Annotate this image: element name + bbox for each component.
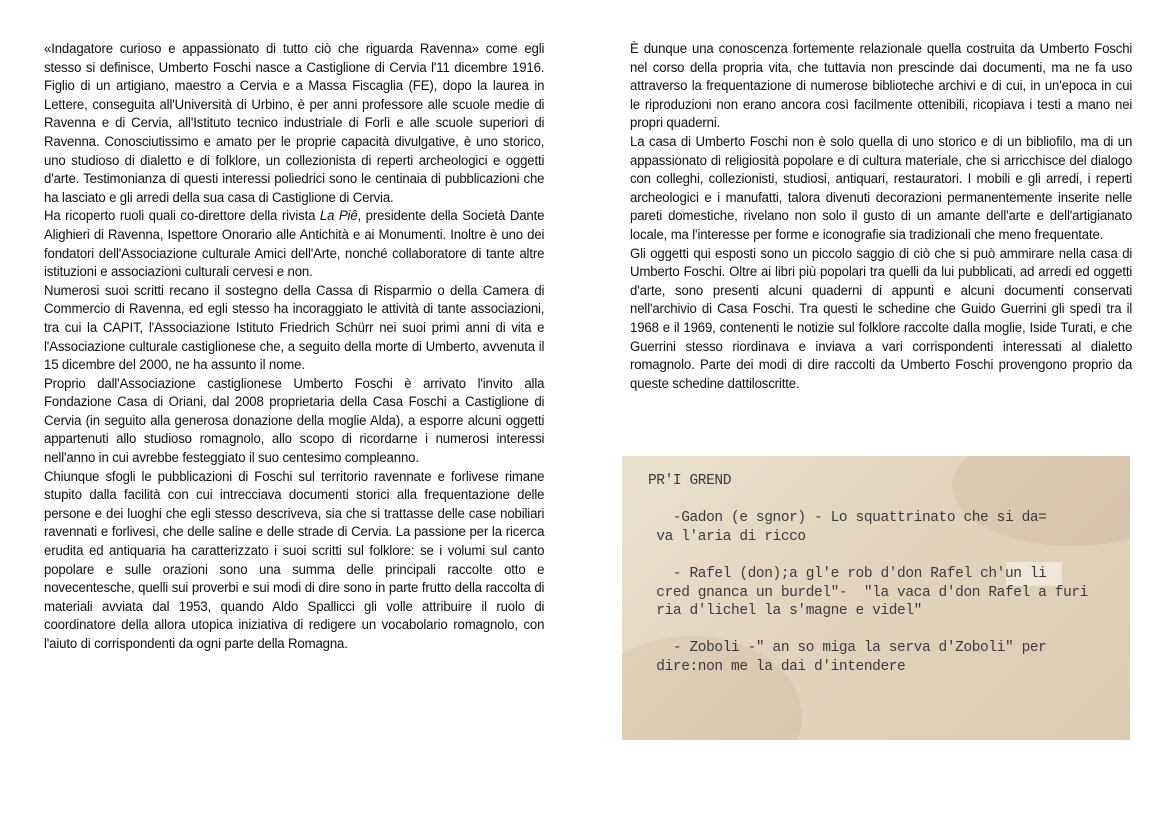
typewritten-card-image: [622, 456, 1130, 740]
paragraph-roles: [44, 207, 544, 281]
journal-title: La Piê: [319, 208, 358, 225]
roles-text-end: , presidente della Società Dante Alighieri di Ravenna, Ispettore Onorario alle Antichità e ai Monumenti. Inoltre è uno dei fondatori dell'Associazione culturale Amici dell'Arte, nonché collaboratore di tante altre istituzioni e associazioni culturali cervesi e non.: [44, 208, 545, 281]
left-text-column: [44, 40, 544, 654]
paragraph-invitation: Proprio dall'Associazione castiglionese Umberto Foschi è arrivato l'invito alla Fondazione Casa di Oriani, dal 2008 proprietaria della Casa Foschi a Castiglione di Cervia (in seguito alla generosa donazione della moglie Alda), a esporre alcuni oggetti appartenuti allo studioso romagnolo, allo scopo di ricordarne i numerosi interessi nell'anno in cui avrebbe festeggiato il suo centesimo compleanno.: [44, 375, 545, 467]
paragraph-exhibit: Gli oggetti qui esposti sono un piccolo saggio di ciò che si può ammirare nella casa di Umberto Foschi. Oltre ai libri più popolari tra quelli da lui pubblicati, ad arredi ed oggetti d'arte, sono presenti alcuni quaderni di appunti e alcuni documenti conservati nell'archivio di Casa Foschi. Tra questi le schedine che Guido Guerrini gli spedì tra il 1968 e il 1969, contenenti le notizie sul folklore raccolte dalla moglie, Iside Turati, e che Guerrini stesso riordinava e inviava a vari corrispondenti interessati al dialetto romagnolo. Parte dei modi di dire raccolti da Umberto Foschi provengono proprio da queste schedine dattiloscritte.: [630, 245, 1133, 392]
paragraph-sponsors: Numerosi suoi scritti recano il sostegno della Cassa di Risparmio o della Camera di Commercio di Ravenna, ed egli stesso ha incoraggiato le attività di tante associazioni, tra cui la CAPIT, l'Associazione Istituto Friedrich Schürr nei suoi primi anni di vita e l'Associazione culturale castiglionese che, a seguito della morte di Umberto, avvenuta il 15 dicembre del 2000, ne ha assunto il nome.: [44, 282, 545, 374]
right-text-column: [630, 40, 1132, 393]
paragraph-house: La casa di Umberto Foschi non è solo quella di uno storico e di un bibliofilo, ma di un appassionato di religiosità popolare e di cultura materiale, che si arricchisce del dialogo con colleghi, collezionisti, studiosi, antiquari, restauratori. I mobili e gli arredi, i reperti archeologici e i manufatti, talora divenuti decorazioni permanentemente inserite nelle pareti domestiche, rivelano non solo il gusto di un amante dell'arte e dell'artigianato locale, ma l'interesse per forme e iconografie sia tradizionali che meno frequentate.: [630, 133, 1133, 243]
paragraph-intro: «Indagatore curioso e appassionato di tutto ciò che riguarda Ravenna» come egli stesso si definisce, Umberto Foschi nasce a Castiglione di Cervia l'11 dicembre 1916. Figlio di un artigiano, maestro a Cervia e a Massa Fiscaglia (FE), dopo la laurea in Lettere, conseguita all'Università di Urbino, è per anni professore alle scuole medie di Ravenna e di Cervia, all'Istituto tecnico industriale di Forlì e alle scuole superiori di Ravenna. Conosciutissimo e amato per le proprie capacità divulgative, è uno storico, uno studioso di dialetto e di folklore, un collezionista di reperti archeologici e oggetti d'arte. Testimonianza di questi interessi poliedrici sono le centinaia di pubblicazioni che ha lasciato e gli arredi della sua casa di Castiglione di Cervia.: [44, 41, 545, 206]
paragraph-knowledge: È dunque una conoscenza fortemente relazionale quella costruita da Umberto Foschi nel corso della propria vita, che tuttavia non prescinde dai documenti, ma ne fa uso attraverso la frequentazione di numerose biblioteche archivi e di cui, in un'epoca in cui le riproduzioni non erano ancora così facilmente ottenibili, ricopiava i testi a mano nei propri quaderni.: [630, 41, 1133, 132]
roles-text-start: Ha ricoperto ruoli quali co-direttore della rivista: [44, 208, 320, 225]
paragraph-publications: Chiunque sfogli le pubblicazioni di Foschi sul territorio ravennate e forlivese rimane stupito dalla facilità con cui intrecciava documenti storici alla frequentazione delle persone e dei luoghi che egli stesso descriveva, sia che si trattasse delle case nobiliari ravennati e forlivesi, che delle saline e delle strade di Cervia. La passione per la ricerca erudita ed antiquaria ha caratterizzato i suoi scritti sul folklore: se i volumi sul canto popolare e sulle orazioni sono una summa delle principali raccolte otto e novecentesche, quelli sui proverbi e sui modi di dire sono in parte frutto della raccolta di materiali avviata dal 1953, quando Aldo Spallicci gli volle attribuire il ruolo di coordinatore della allora utopica iniziativa di redigere un vocabolario romagnolo, con l'aiuto di corrispondenti da ogni parte della Romagna.: [44, 468, 545, 652]
typewritten-text: PR'I GREND -Gadon (e sgnor) - Lo squattrinato che si da= va l'aria di ricco - Rafel (don);a gl'e rob d'don Rafel ch'un li cred gnanca un burdel"- "la vaca d'don Rafel a furi ria d'lichel la s'magne e videl" - Zoboli -" an so miga la serva d'Zoboli" per dire:non me la dai d'intendere: [648, 473, 1088, 675]
